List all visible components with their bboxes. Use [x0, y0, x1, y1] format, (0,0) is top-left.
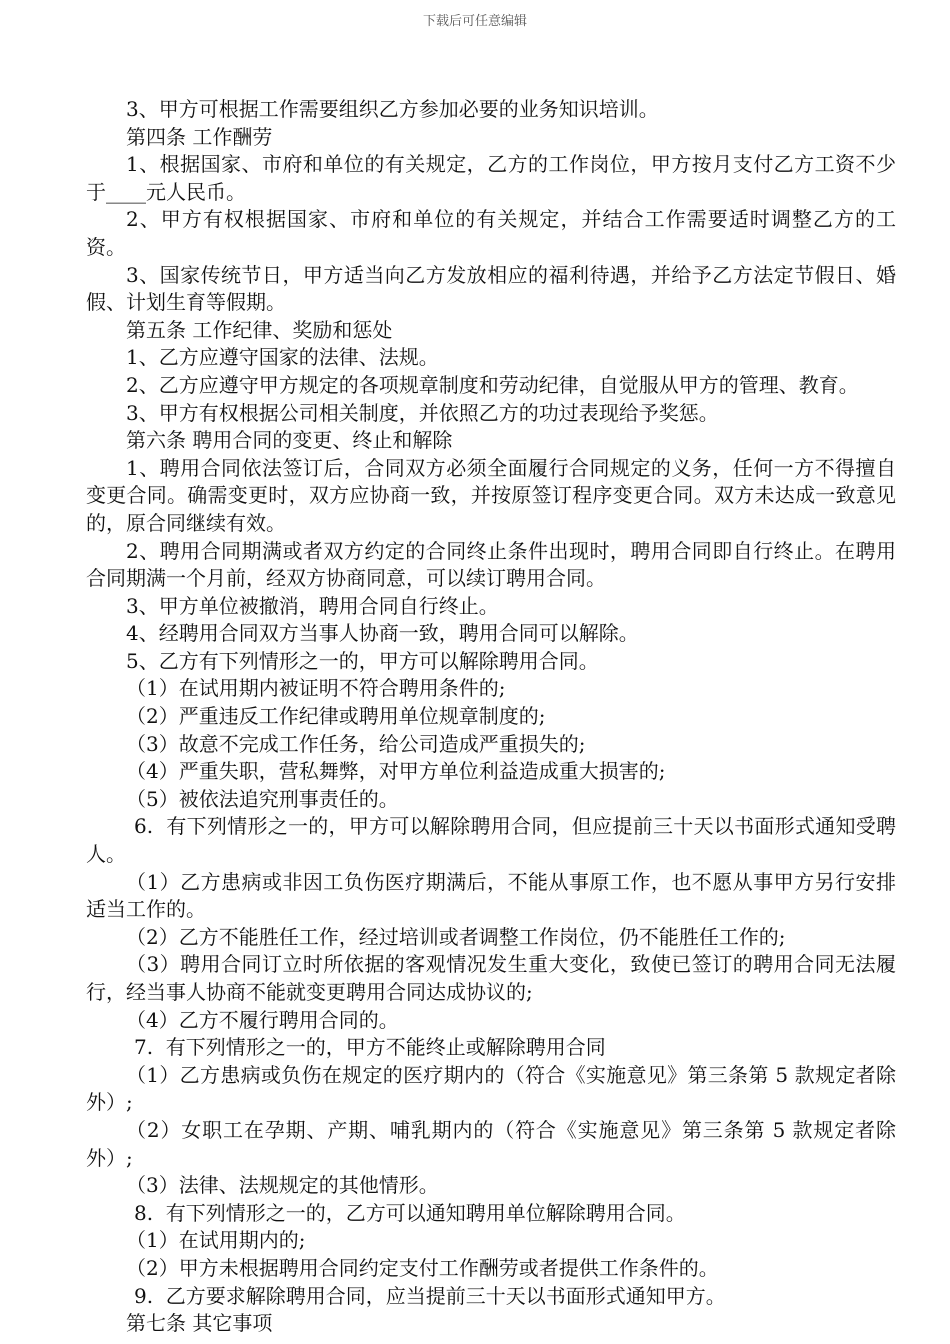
paragraph: 3、国家传统节日，甲方适当向乙方发放相应的福利待遇，并给予乙方法定节假日、婚假、计划生育等假期。 [86, 262, 896, 315]
paragraph: （1）乙方患病或非因工负伤医疗期满后，不能从事原工作，也不愿从事甲方另行安排适当工作的。 [86, 869, 896, 922]
paragraph: 1、聘用合同依法签订后，合同双方必须全面履行合同规定的义务，任何一方不得擅自变更合同。确需变更时，双方应协商一致，并按原签订程序变更合同。双方未达成一致意见的，原合同继续有效。 [86, 455, 896, 535]
paragraph: 2、甲方有权根据国家、市府和单位的有关规定，并结合工作需要适时调整乙方的工资。 [86, 207, 896, 259]
paragraph: 3、甲方有权根据公司相关制度，并依照乙方的功过表现给予奖惩。 [126, 400, 719, 425]
page-header: 下载后可任意编辑 [422, 14, 527, 29]
paragraph: （3）法律、法规规定的其他情形。 [126, 1173, 439, 1198]
paragraph: 4、经聘用合同双方当事人协商一致，聘用合同可以解除。 [126, 621, 639, 646]
paragraph: （1）乙方患病或负伤在规定的医疗期内的（符合《实施意见》第三条第 5 款规定者除外）; [86, 1062, 896, 1115]
paragraph: 8. 有下列情形之一的，乙方可以通知聘用单位解除聘用合同。 [134, 1200, 686, 1225]
paragraph: （1）在试用期内被证明不符合聘用条件的; [126, 676, 506, 701]
paragraph: 5、乙方有下列情形之一的，甲方可以解除聘用合同。 [126, 648, 599, 673]
paragraph: （2）女职工在孕期、产期、哺乳期内的（符合《实施意见》第三条第 5 款规定者除外）; [86, 1117, 896, 1170]
paragraph: 3、甲方单位被撤消，聘用合同自行终止。 [126, 593, 499, 618]
paragraph: （2）乙方不能胜任工作，经过培训或者调整工作岗位，仍不能胜任工作的; [126, 924, 786, 949]
paragraph: （1）在试用期内的; [126, 1228, 306, 1253]
paragraph: （2）甲方未根据聘用合同约定支付工作酬劳或者提供工作条件的。 [126, 1255, 719, 1280]
section-heading: 第四条 工作酬劳 [126, 124, 273, 149]
section-heading: 第六条 聘用合同的变更、终止和解除 [126, 428, 453, 453]
paragraph: （4）乙方不履行聘用合同的。 [126, 1007, 399, 1032]
paragraph: 1、乙方应遵守国家的法律、法规。 [126, 345, 439, 370]
paragraph: 6. 有下列情形之一的，甲方可以解除聘用合同，但应提前三十天以书面形式通知受聘人。 [86, 814, 896, 867]
paragraph: （3）聘用合同订立时所依据的客观情况发生重大变化，致使已签订的聘用合同无法履行，经当事人协商不能就变更聘用合同达成协议的; [86, 952, 896, 1004]
paragraph: 2、聘用合同期满或者双方约定的合同终止条件出现时，聘用合同即自行终止。在聘用合同期满一个月前，经双方协商同意，可以续订聘用合同。 [86, 538, 896, 591]
section-heading: 第七条 其它事项 [126, 1311, 273, 1336]
paragraph: （5）被依法追究刑事责任的。 [126, 786, 399, 811]
section-heading: 第五条 工作纪律、奖励和惩处 [126, 317, 393, 342]
paragraph: 9. 乙方要求解除聘用合同，应当提前三十天以书面形式通知甲方。 [134, 1283, 726, 1308]
paragraph: 7. 有下列情形之一的，甲方不能终止或解除聘用合同 [134, 1035, 606, 1060]
paragraph: 2、乙方应遵守甲方规定的各项规章制度和劳动纪律，自觉服从甲方的管理、教育。 [126, 372, 859, 397]
paragraph: （2）严重违反工作纪律或聘用单位规章制度的; [126, 704, 546, 729]
document-body [86, 96, 896, 1338]
paragraph: （4）严重失职，营私舞弊，对甲方单位利益造成重大损害的; [126, 759, 666, 784]
paragraph: （3）故意不完成工作任务，给公司造成严重损失的; [126, 731, 586, 756]
paragraph: 3、甲方可根据工作需要组织乙方参加必要的业务知识培训。 [126, 97, 659, 121]
paragraph: 1、根据国家、市府和单位的有关规定，乙方的工作岗位，甲方按月支付乙方工资不少于____元人民币。 [86, 152, 896, 204]
